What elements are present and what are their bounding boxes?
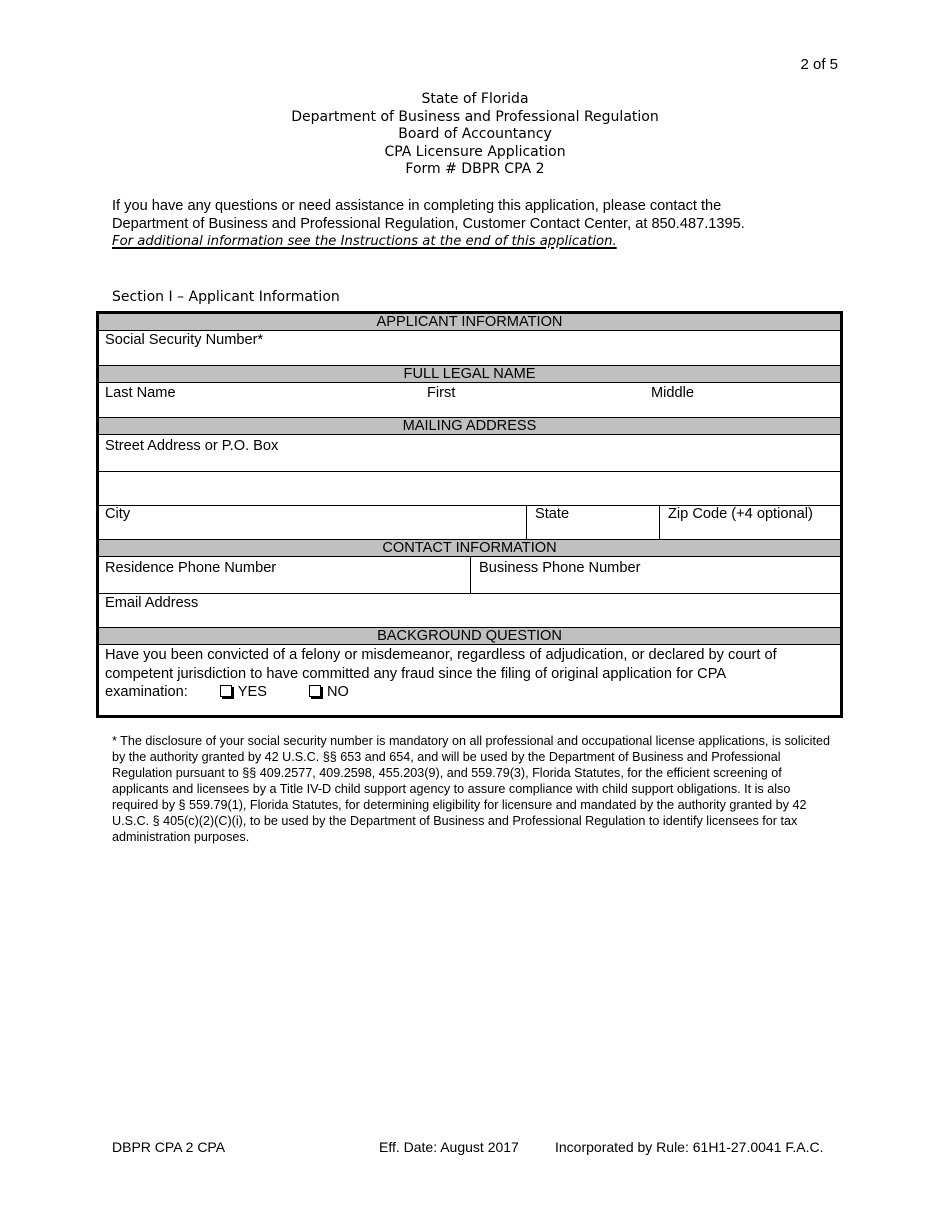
mailing-address-header: MAILING ADDRESS: [99, 417, 840, 435]
yes-checkbox[interactable]: [220, 685, 232, 697]
no-checkbox[interactable]: [309, 685, 321, 697]
contact-information-header: CONTACT INFORMATION: [99, 539, 840, 557]
footer-rule: Incorporated by Rule: 61H1-27.0041 F.A.C.: [555, 1139, 824, 1155]
ssn-field[interactable]: Social Security Number*: [105, 332, 264, 348]
no-option[interactable]: [309, 683, 349, 702]
question-line-3-text: examination:: [105, 684, 188, 700]
intro-line-2: Department of Business and Professional Regulation, Customer Contact Center, at 850.487.1395.: [112, 215, 745, 232]
no-label: NO: [326, 684, 349, 700]
footer-form-id: DBPR CPA 2 CPA: [112, 1139, 226, 1155]
street-address-line-2-field[interactable]: [99, 472, 840, 504]
background-question-header: BACKGROUND QUESTION: [99, 627, 840, 645]
divider: [526, 505, 527, 539]
divider: [659, 505, 660, 539]
last-name-field[interactable]: Last Name: [105, 385, 176, 401]
street-address-field[interactable]: Street Address or P.O. Box: [105, 438, 279, 454]
yes-option[interactable]: [220, 683, 267, 702]
divider: [99, 593, 840, 594]
header-state: State of Florida: [421, 91, 529, 107]
residence-phone-field[interactable]: Residence Phone Number: [105, 560, 277, 576]
intro-line-1: If you have any questions or need assistance in completing this application, please contact the: [112, 198, 722, 214]
footer-effective-date: Eff. Date: August 2017: [379, 1139, 519, 1155]
applicant-information-header: APPLICANT INFORMATION: [99, 314, 840, 331]
state-field[interactable]: State: [535, 506, 570, 522]
question-line-1: Have you been convicted of a felony or misdemeanor, regardless of adjudication, or declared by court of: [105, 647, 777, 663]
document-header: [0, 91, 950, 179]
header-board: Board of Accountancy: [398, 126, 552, 143]
email-address-field[interactable]: Email Address: [105, 595, 199, 611]
intro-paragraph: [112, 198, 812, 251]
question-line-2: competent jurisdiction to have committed any fraud since the filing of original application for CPA: [105, 665, 727, 682]
applicant-form: [96, 311, 843, 718]
first-name-field[interactable]: First: [427, 385, 456, 401]
header-department: Department of Business and Professional Regulation: [291, 108, 659, 125]
ssn-disclosure-footnote: * The disclosure of your social security number is mandatory on all professional and occupational license applications, is solicited by the authority granted by 42 U.S.C. §§ 653 and 654, and will be used by the Department of Business and Professional Regulation pursuant to §§ 409.2577, 409.2598, 455.203(9), and 559.79(3), Florida Statutes, for the efficient screening of applicants and licensees by a Title IV-D child support agency to assure compliance with child support obligations. It is also required by § 559.79(1), Florida Statutes, for determining eligibility for licensure and mandated by the authority granted by 42 U.S.C. § 405(c)(2)(C)(i), to be used by the Department of Business and Professional Regulation to identify licensees for tax administration purposes.: [112, 734, 830, 844]
city-field[interactable]: City: [105, 506, 131, 522]
header-application-title: CPA Licensure Application: [384, 143, 566, 160]
intro-instructions-note: For additional information see the Instructions at the end of this application.: [112, 234, 617, 250]
full-legal-name-header: FULL LEGAL NAME: [99, 365, 840, 383]
header-form-number: Form # DBPR CPA 2: [405, 161, 545, 178]
background-question: [105, 646, 832, 702]
middle-name-field[interactable]: Middle: [651, 385, 694, 401]
section-title: Section I – Applicant Information: [112, 289, 340, 305]
yes-label: YES: [237, 684, 267, 700]
business-phone-field[interactable]: Business Phone Number: [479, 560, 641, 576]
zip-code-field[interactable]: Zip Code (+4 optional): [668, 506, 813, 522]
page-number: 2 of 5: [800, 56, 838, 73]
divider: [470, 557, 471, 593]
question-line-3: [105, 683, 832, 702]
